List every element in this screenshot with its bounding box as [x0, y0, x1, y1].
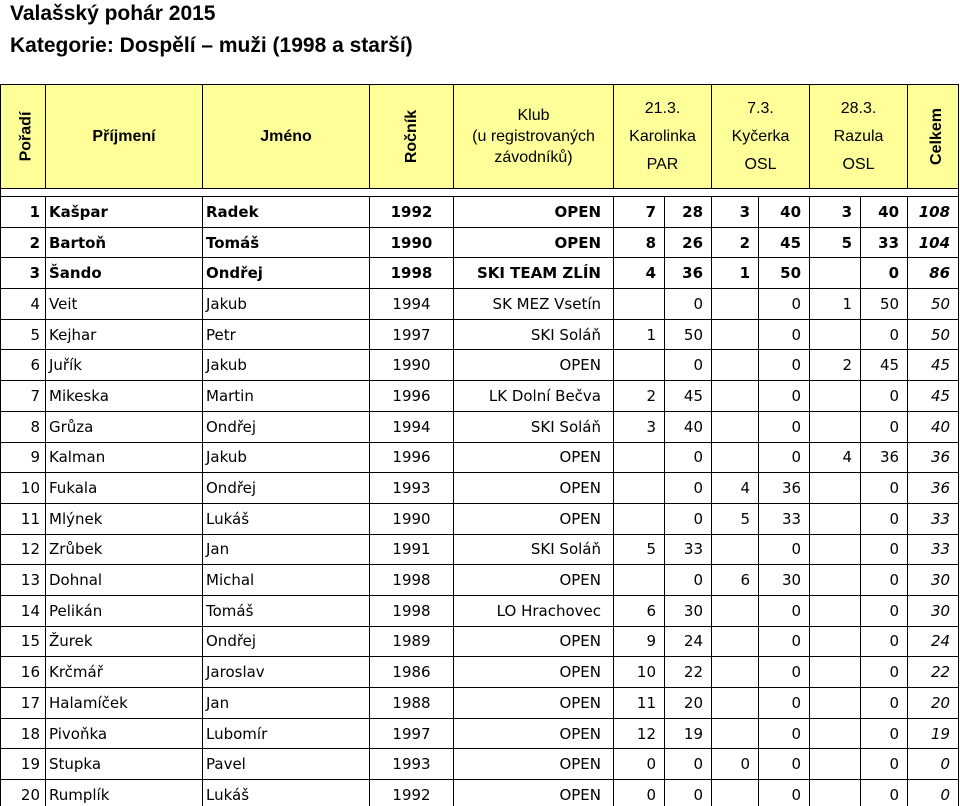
rank-cell: 11 — [1, 503, 46, 534]
club-cell: OPEN — [454, 565, 614, 596]
race2-position-cell: 1 — [712, 258, 759, 289]
year-cell: 1998 — [370, 258, 454, 289]
page-title: Valašský pohár 2015 — [10, 2, 216, 25]
race3-points-cell: 0 — [861, 534, 908, 565]
year-cell: 1991 — [370, 534, 454, 565]
header-surname: Příjmení — [46, 85, 203, 189]
table-row — [1, 749, 959, 780]
race3-position-cell: 2 — [810, 350, 861, 381]
race2-position-cell — [712, 718, 759, 749]
name-cell: Ondřej — [203, 473, 370, 504]
table-row — [1, 626, 959, 657]
club-cell: SK MEZ Vsetín — [454, 289, 614, 320]
header-spacer — [1, 189, 959, 197]
rank-cell: 6 — [1, 350, 46, 381]
rank-cell: 1 — [1, 197, 46, 228]
race2-position-cell — [712, 688, 759, 719]
table-row — [1, 442, 959, 473]
race1-position-cell: 0 — [614, 780, 665, 806]
table-row — [1, 718, 959, 749]
rank-cell: 10 — [1, 473, 46, 504]
name-cell: Petr — [203, 319, 370, 350]
race3-position-cell: 1 — [810, 289, 861, 320]
race1-points-cell: 0 — [665, 473, 712, 504]
race3-position-cell — [810, 749, 861, 780]
race2-points-cell: 36 — [759, 473, 810, 504]
club-cell: SKI Soláň — [454, 411, 614, 442]
race3-position-cell — [810, 718, 861, 749]
surname-cell: Zrůbek — [46, 534, 203, 565]
name-cell: Lukáš — [203, 503, 370, 534]
race2-position-cell — [712, 780, 759, 806]
surname-cell: Stupka — [46, 749, 203, 780]
race1-position-cell — [614, 289, 665, 320]
race1-position-cell: 5 — [614, 534, 665, 565]
race1-position-cell: 2 — [614, 381, 665, 412]
surname-cell: Mikeska — [46, 381, 203, 412]
race3-position-cell — [810, 258, 861, 289]
surname-cell: Bartoň — [46, 227, 203, 258]
rank-cell: 9 — [1, 442, 46, 473]
table-row — [1, 197, 959, 228]
total-cell: 0 — [908, 749, 959, 780]
race2-points-cell: 0 — [759, 442, 810, 473]
race2-points-cell: 0 — [759, 780, 810, 806]
year-cell: 1992 — [370, 197, 454, 228]
race1-position-cell: 0 — [614, 749, 665, 780]
race2-points-cell: 45 — [759, 227, 810, 258]
race3-points-cell: 0 — [861, 718, 908, 749]
table-row — [1, 595, 959, 626]
race3-position-cell — [810, 626, 861, 657]
rank-cell: 13 — [1, 565, 46, 596]
name-cell: Jan — [203, 534, 370, 565]
race1-position-cell — [614, 442, 665, 473]
race2-points-cell: 0 — [759, 350, 810, 381]
surname-cell: Grůza — [46, 411, 203, 442]
race2-points-cell: 0 — [759, 595, 810, 626]
race3-points-cell: 0 — [861, 411, 908, 442]
total-cell: 36 — [908, 442, 959, 473]
race2-position-cell: 5 — [712, 503, 759, 534]
table-row — [1, 534, 959, 565]
rank-cell: 4 — [1, 289, 46, 320]
name-cell: Michal — [203, 565, 370, 596]
rank-cell: 2 — [1, 227, 46, 258]
club-cell: OPEN — [454, 350, 614, 381]
club-cell: OPEN — [454, 197, 614, 228]
year-cell: 1996 — [370, 381, 454, 412]
results-table — [0, 84, 959, 806]
race1-position-cell: 8 — [614, 227, 665, 258]
race1-position-cell — [614, 473, 665, 504]
table-row — [1, 503, 959, 534]
total-cell: 33 — [908, 503, 959, 534]
name-cell: Jakub — [203, 350, 370, 381]
race3-points-cell: 0 — [861, 258, 908, 289]
race2-position-cell — [712, 350, 759, 381]
surname-cell: Pivoňka — [46, 718, 203, 749]
race2-points-cell: 0 — [759, 688, 810, 719]
race2-points-cell: 30 — [759, 565, 810, 596]
race3-position-cell — [810, 688, 861, 719]
header-race-3: 28.3. Razula OSL — [810, 85, 908, 189]
race1-points-cell: 26 — [665, 227, 712, 258]
year-cell: 1996 — [370, 442, 454, 473]
race3-points-cell: 50 — [861, 289, 908, 320]
total-cell: 19 — [908, 718, 959, 749]
race2-points-cell: 33 — [759, 503, 810, 534]
table-row — [1, 473, 959, 504]
year-cell: 1998 — [370, 565, 454, 596]
header-rank: Pořadí — [1, 85, 46, 189]
category-title: Kategorie: Dospělí – muži (1998 a starší) — [10, 34, 413, 57]
club-cell: OPEN — [454, 688, 614, 719]
race1-points-cell: 0 — [665, 442, 712, 473]
surname-cell: Kalman — [46, 442, 203, 473]
race1-points-cell: 22 — [665, 657, 712, 688]
year-cell: 1994 — [370, 411, 454, 442]
race1-position-cell: 10 — [614, 657, 665, 688]
name-cell: Martin — [203, 381, 370, 412]
race3-points-cell: 0 — [861, 780, 908, 806]
year-cell: 1997 — [370, 718, 454, 749]
race1-position-cell: 11 — [614, 688, 665, 719]
table-row — [1, 258, 959, 289]
table-row — [1, 319, 959, 350]
surname-cell: Šando — [46, 258, 203, 289]
race2-position-cell — [712, 626, 759, 657]
header-race-1: 21.3. Karolinka PAR — [614, 85, 712, 189]
surname-cell: Veit — [46, 289, 203, 320]
results-body — [1, 197, 959, 806]
name-cell: Jaroslav — [203, 657, 370, 688]
club-cell: LO Hrachovec — [454, 595, 614, 626]
name-cell: Ondřej — [203, 411, 370, 442]
surname-cell: Rumplík — [46, 780, 203, 806]
name-cell: Radek — [203, 197, 370, 228]
race3-position-cell — [810, 381, 861, 412]
race3-position-cell — [810, 780, 861, 806]
race1-position-cell: 3 — [614, 411, 665, 442]
year-cell: 1993 — [370, 473, 454, 504]
club-cell: OPEN — [454, 718, 614, 749]
header-race-2: 7.3. Kyčerka OSL — [712, 85, 810, 189]
race2-points-cell: 0 — [759, 626, 810, 657]
header-total: Celkem — [908, 85, 959, 189]
race3-points-cell: 36 — [861, 442, 908, 473]
name-cell: Ondřej — [203, 626, 370, 657]
surname-cell: Pelikán — [46, 595, 203, 626]
total-cell: 0 — [908, 780, 959, 806]
club-cell: OPEN — [454, 503, 614, 534]
race2-points-cell: 0 — [759, 381, 810, 412]
rank-cell: 12 — [1, 534, 46, 565]
total-cell: 36 — [908, 473, 959, 504]
surname-cell: Žurek — [46, 626, 203, 657]
name-cell: Jakub — [203, 289, 370, 320]
race2-position-cell: 0 — [712, 749, 759, 780]
race3-position-cell: 3 — [810, 197, 861, 228]
year-cell: 1986 — [370, 657, 454, 688]
race2-position-cell — [712, 657, 759, 688]
race2-position-cell — [712, 534, 759, 565]
race2-points-cell: 0 — [759, 534, 810, 565]
rank-cell: 20 — [1, 780, 46, 806]
race2-points-cell: 0 — [759, 319, 810, 350]
race1-points-cell: 50 — [665, 319, 712, 350]
race1-position-cell: 9 — [614, 626, 665, 657]
race3-points-cell: 33 — [861, 227, 908, 258]
club-cell: OPEN — [454, 442, 614, 473]
race2-points-cell: 0 — [759, 718, 810, 749]
race1-points-cell: 20 — [665, 688, 712, 719]
race2-position-cell: 2 — [712, 227, 759, 258]
rank-cell: 7 — [1, 381, 46, 412]
table-row — [1, 688, 959, 719]
year-cell: 1990 — [370, 227, 454, 258]
race2-position-cell — [712, 595, 759, 626]
race1-position-cell — [614, 565, 665, 596]
table-row — [1, 350, 959, 381]
table-row — [1, 657, 959, 688]
rank-cell: 17 — [1, 688, 46, 719]
race3-points-cell: 0 — [861, 688, 908, 719]
race3-points-cell: 0 — [861, 381, 908, 412]
year-cell: 1988 — [370, 688, 454, 719]
club-cell: OPEN — [454, 749, 614, 780]
club-cell: LK Dolní Bečva — [454, 381, 614, 412]
race1-points-cell: 19 — [665, 718, 712, 749]
table-row — [1, 411, 959, 442]
total-cell: 30 — [908, 595, 959, 626]
rank-cell: 3 — [1, 258, 46, 289]
table-row — [1, 780, 959, 806]
rank-cell: 8 — [1, 411, 46, 442]
race1-points-cell: 28 — [665, 197, 712, 228]
race3-position-cell — [810, 503, 861, 534]
race2-points-cell: 0 — [759, 657, 810, 688]
race2-position-cell — [712, 442, 759, 473]
total-cell: 45 — [908, 381, 959, 412]
race1-points-cell: 33 — [665, 534, 712, 565]
rank-cell: 18 — [1, 718, 46, 749]
race1-position-cell: 4 — [614, 258, 665, 289]
header-club: Klub (u registrovaných závodníků) — [454, 85, 614, 189]
race3-position-cell — [810, 565, 861, 596]
total-cell: 50 — [908, 319, 959, 350]
race3-position-cell — [810, 657, 861, 688]
name-cell: Jan — [203, 688, 370, 719]
rank-cell: 15 — [1, 626, 46, 657]
race1-position-cell: 7 — [614, 197, 665, 228]
total-cell: 20 — [908, 688, 959, 719]
race1-position-cell — [614, 503, 665, 534]
race3-points-cell: 0 — [861, 473, 908, 504]
surname-cell: Juřík — [46, 350, 203, 381]
race3-points-cell: 45 — [861, 350, 908, 381]
header-row — [1, 85, 959, 189]
year-cell: 1997 — [370, 319, 454, 350]
total-cell: 50 — [908, 289, 959, 320]
race3-points-cell: 40 — [861, 197, 908, 228]
race3-points-cell: 0 — [861, 565, 908, 596]
race1-points-cell: 45 — [665, 381, 712, 412]
surname-cell: Kašpar — [46, 197, 203, 228]
name-cell: Pavel — [203, 749, 370, 780]
name-cell: Lukáš — [203, 780, 370, 806]
rank-cell: 19 — [1, 749, 46, 780]
race1-points-cell: 0 — [665, 780, 712, 806]
race3-points-cell: 0 — [861, 626, 908, 657]
race1-position-cell: 6 — [614, 595, 665, 626]
year-cell: 1992 — [370, 780, 454, 806]
race1-points-cell: 0 — [665, 749, 712, 780]
rank-cell: 16 — [1, 657, 46, 688]
header-name: Jméno — [203, 85, 370, 189]
race3-points-cell: 0 — [861, 595, 908, 626]
year-cell: 1994 — [370, 289, 454, 320]
race2-position-cell: 3 — [712, 197, 759, 228]
name-cell: Jakub — [203, 442, 370, 473]
race3-position-cell: 5 — [810, 227, 861, 258]
race2-position-cell — [712, 319, 759, 350]
club-cell: SKI Soláň — [454, 319, 614, 350]
surname-cell: Mlýnek — [46, 503, 203, 534]
total-cell: 86 — [908, 258, 959, 289]
total-cell: 22 — [908, 657, 959, 688]
race2-points-cell: 40 — [759, 197, 810, 228]
race2-position-cell: 4 — [712, 473, 759, 504]
rank-cell: 14 — [1, 595, 46, 626]
race1-points-cell: 0 — [665, 289, 712, 320]
total-cell: 104 — [908, 227, 959, 258]
race1-position-cell — [614, 350, 665, 381]
year-cell: 1993 — [370, 749, 454, 780]
race2-position-cell — [712, 411, 759, 442]
club-cell: OPEN — [454, 227, 614, 258]
table-row — [1, 227, 959, 258]
race1-points-cell: 0 — [665, 350, 712, 381]
year-cell: 1990 — [370, 350, 454, 381]
race3-position-cell — [810, 534, 861, 565]
name-cell: Tomáš — [203, 227, 370, 258]
race3-points-cell: 0 — [861, 657, 908, 688]
rank-cell: 5 — [1, 319, 46, 350]
surname-cell: Fukala — [46, 473, 203, 504]
surname-cell: Krčmář — [46, 657, 203, 688]
total-cell: 40 — [908, 411, 959, 442]
race2-position-cell: 6 — [712, 565, 759, 596]
year-cell: 1998 — [370, 595, 454, 626]
race3-points-cell: 0 — [861, 503, 908, 534]
race1-position-cell: 12 — [614, 718, 665, 749]
race3-points-cell: 0 — [861, 749, 908, 780]
total-cell: 45 — [908, 350, 959, 381]
club-cell: OPEN — [454, 473, 614, 504]
table-row — [1, 381, 959, 412]
race2-position-cell — [712, 381, 759, 412]
club-cell: OPEN — [454, 626, 614, 657]
surname-cell: Kejhar — [46, 319, 203, 350]
race2-points-cell: 0 — [759, 289, 810, 320]
club-cell: SKI Soláň — [454, 534, 614, 565]
total-cell: 108 — [908, 197, 959, 228]
race1-points-cell: 36 — [665, 258, 712, 289]
race2-points-cell: 0 — [759, 411, 810, 442]
club-cell: SKI TEAM ZLÍN — [454, 258, 614, 289]
race3-position-cell — [810, 411, 861, 442]
race1-position-cell: 1 — [614, 319, 665, 350]
name-cell: Ondřej — [203, 258, 370, 289]
race1-points-cell: 24 — [665, 626, 712, 657]
year-cell: 1989 — [370, 626, 454, 657]
race1-points-cell: 0 — [665, 565, 712, 596]
header-year: Ročník — [370, 85, 454, 189]
club-cell: OPEN — [454, 657, 614, 688]
total-cell: 24 — [908, 626, 959, 657]
race2-position-cell — [712, 289, 759, 320]
table-row — [1, 565, 959, 596]
total-cell: 33 — [908, 534, 959, 565]
name-cell: Lubomír — [203, 718, 370, 749]
race2-points-cell: 0 — [759, 749, 810, 780]
race1-points-cell: 40 — [665, 411, 712, 442]
race3-position-cell — [810, 473, 861, 504]
year-cell: 1990 — [370, 503, 454, 534]
race2-points-cell: 50 — [759, 258, 810, 289]
surname-cell: Dohnal — [46, 565, 203, 596]
surname-cell: Halamíček — [46, 688, 203, 719]
name-cell: Tomáš — [203, 595, 370, 626]
club-cell: OPEN — [454, 780, 614, 806]
total-cell: 30 — [908, 565, 959, 596]
race3-points-cell: 0 — [861, 319, 908, 350]
race3-position-cell — [810, 319, 861, 350]
race1-points-cell: 0 — [665, 503, 712, 534]
race3-position-cell: 4 — [810, 442, 861, 473]
race1-points-cell: 30 — [665, 595, 712, 626]
table-row — [1, 289, 959, 320]
race3-position-cell — [810, 595, 861, 626]
